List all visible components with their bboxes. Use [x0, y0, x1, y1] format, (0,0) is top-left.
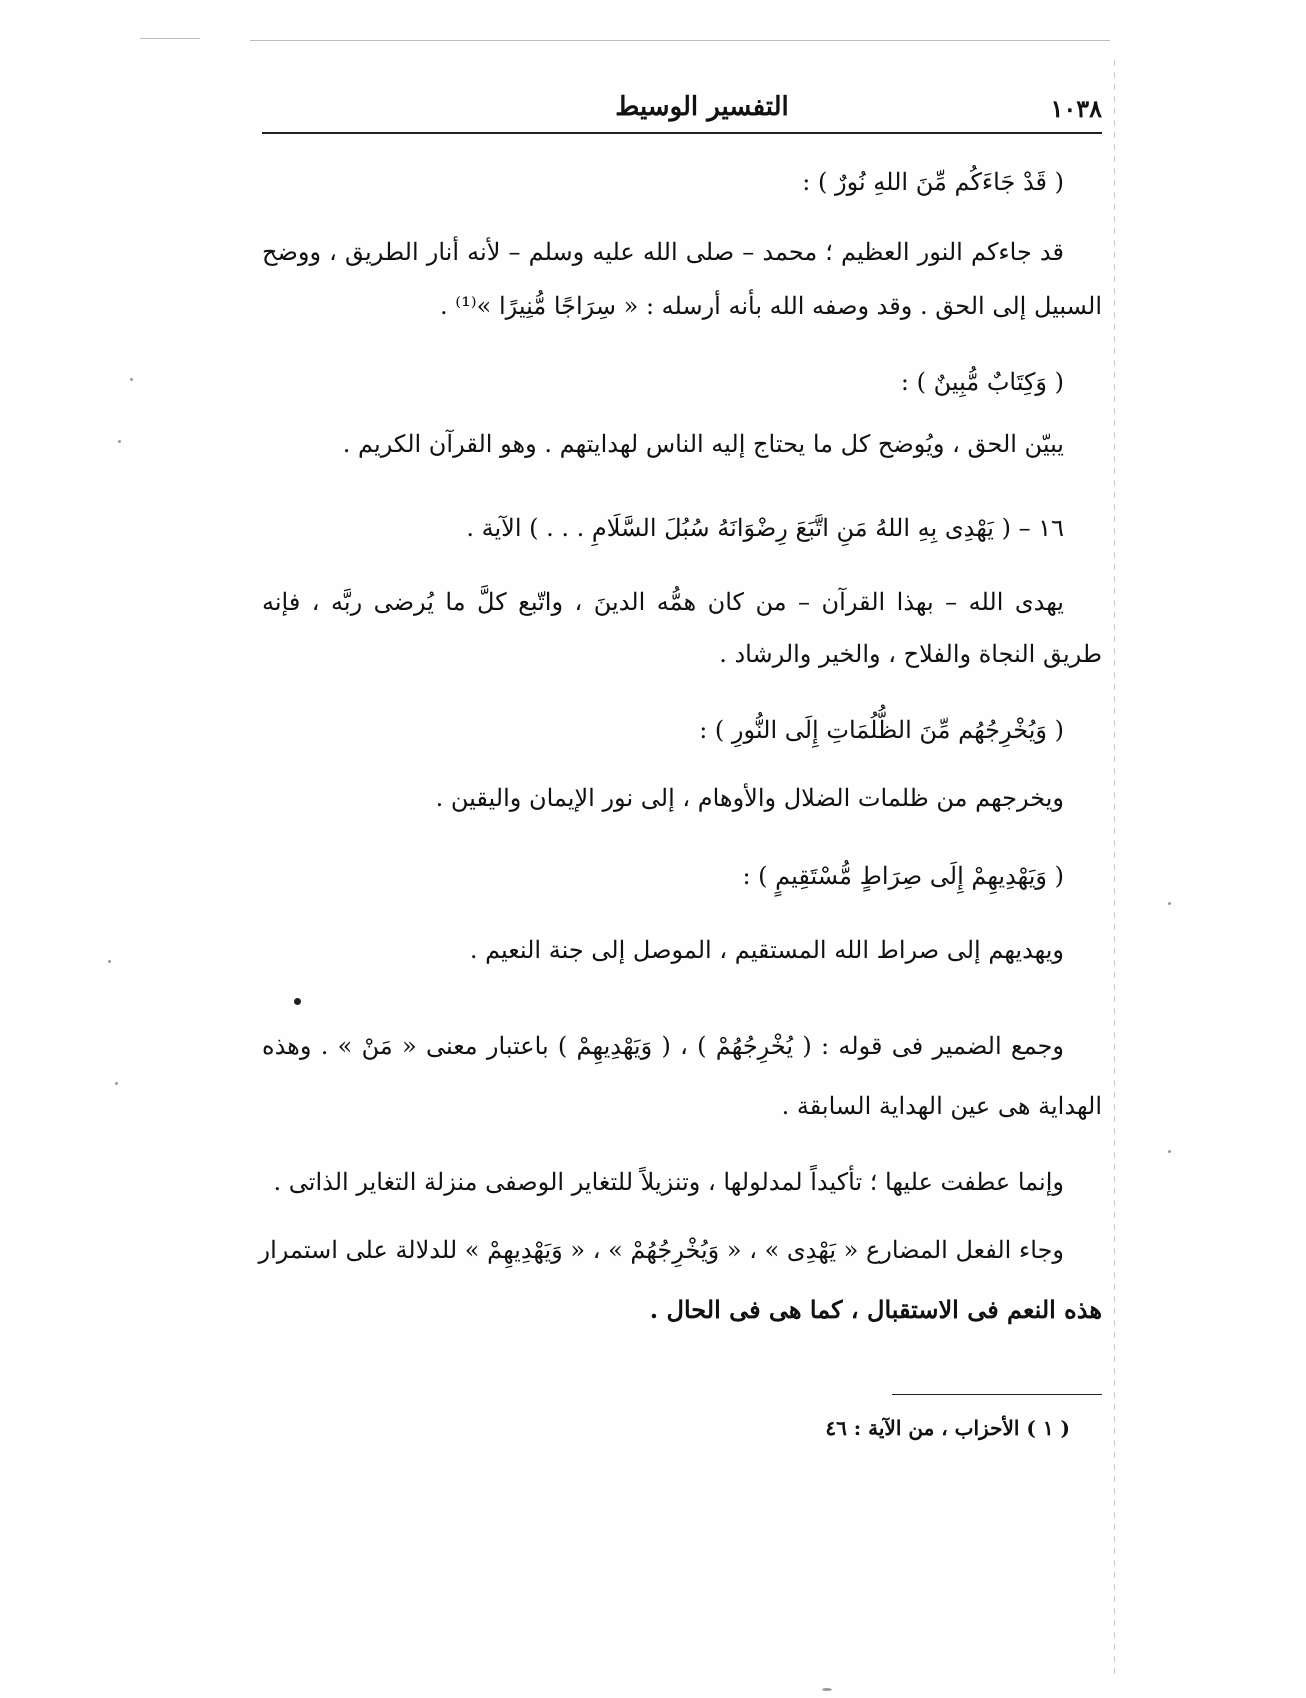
text-line: هذه النعم فى الاستقبال ، كما هى فى الحال .: [649, 1295, 1102, 1324]
verse-heading: ( قَدْ جَاءَكُم مِّنَ اللهِ نُورٌ ) :: [802, 168, 1064, 196]
text-line: الهداية هى عين الهداية السابقة .: [781, 1092, 1102, 1120]
speck: [115, 1082, 118, 1085]
verse-heading: ( وَكِتَابٌ مُّبِينٌ ) :: [900, 368, 1064, 396]
page-title: التفسير الوسيط: [615, 92, 789, 122]
text-line: ويهديهم إلى صراط الله المستقيم ، الموصل إلى جنة النعيم .: [469, 936, 1064, 964]
speck: [118, 440, 121, 443]
text-line: يبيّن الحق ، ويُوضح كل ما يحتاج إليه الناس لهدايتهم . وهو القرآن الكريم .: [342, 430, 1064, 458]
bullet-mark: [294, 998, 301, 1005]
scan-edge-right: [1114, 60, 1115, 1680]
text-line: قد جاءكم النور العظيم ؛ محمد – صلى الله عليه وسلم – لأنه أنار الطريق ، ووضح: [262, 238, 1064, 266]
page-number: ١٠٣٨: [1050, 94, 1102, 123]
verse-heading: ١٦ – ( يَهْدِى بِهِ اللهُ مَنِ اتَّبَعَ رِضْوَانَهُ سُبُلَ السَّلَامِ . . . ) الآية .: [466, 514, 1064, 542]
speck: [1168, 1150, 1171, 1153]
running-header: [262, 92, 1102, 128]
text-line: وإنما عطفت عليها ؛ تأكيداً لمدلولها ، وتنزيلاً للتغاير الوصفى منزلة التغاير الذاتى .: [273, 1168, 1064, 1196]
speck: [822, 1688, 832, 1691]
speck: [108, 960, 111, 963]
text-line: وجاء الفعل المضارع « يَهْدِى » ، « وَيُخْرِجُهُمْ » ، « وَيَهْدِيهِمْ » للدلالة على استمرار: [258, 1236, 1064, 1264]
text-line: السبيل إلى الحق . وقد وصفه الله بأنه أرسله : « سِرَاجًا مُّنِيرًا »⁽¹⁾ .: [439, 292, 1102, 320]
footnote: ( ١ ) الأحزاب ، من الآية : ٤٦: [825, 1416, 1070, 1440]
speck: [130, 378, 133, 381]
footnote-rule: [892, 1394, 1102, 1395]
text-line: يهدى الله – بهذا القرآن – من كان همُّه الدينَ ، واتّبع كلَّ ما يُرضى ربَّه ، فإنه: [262, 588, 1064, 616]
speck: [1168, 902, 1171, 905]
verse-heading: ( وَيَهْدِيهِمْ إِلَى صِرَاطٍ مُّسْتَقِيمٍ ) :: [742, 862, 1064, 890]
verse-heading: ( وَيُخْرِجُهُم مِّنَ الظُّلُمَاتِ إِلَى النُّورِ ) :: [699, 716, 1064, 744]
scan-edge-top: [250, 40, 1110, 41]
text-line: طريق النجاة والفلاح ، والخير والرشاد .: [719, 640, 1102, 668]
scan-edge-top-left: [140, 38, 200, 39]
text-line: ويخرجهم من ظلمات الضلال والأوهام ، إلى نور الإيمان واليقين .: [435, 784, 1064, 812]
header-rule: [262, 132, 1102, 134]
text-line: وجمع الضمير فى قوله : ( يُخْرِجُهُمْ ) ، ( وَيَهْدِيهِمْ ) باعتبار معنى « مَنْ » . وهذه: [262, 1032, 1064, 1060]
